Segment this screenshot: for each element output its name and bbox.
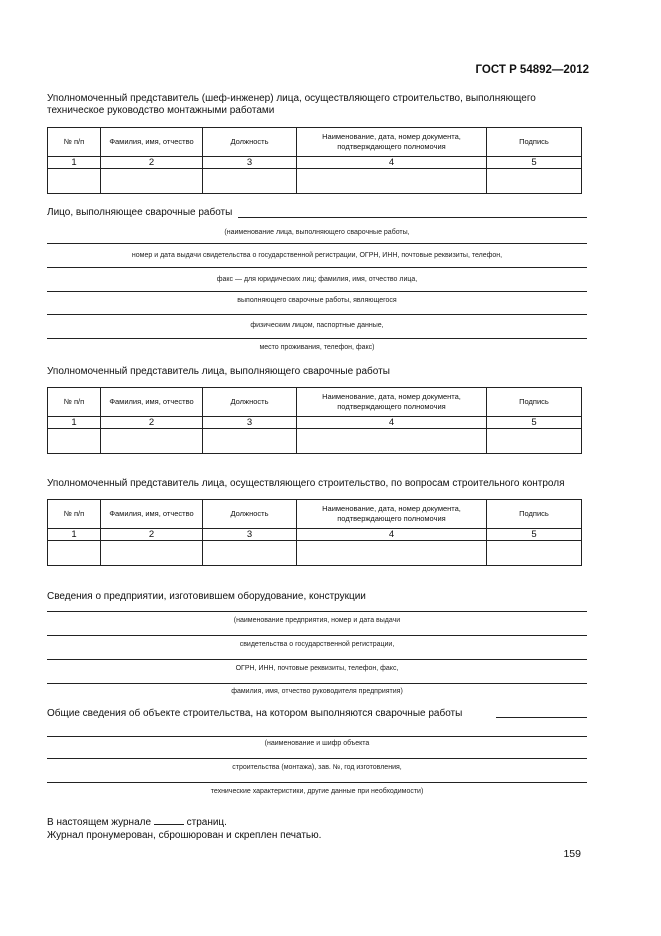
empty-cell bbox=[487, 541, 582, 566]
manufacturer-label: Сведения о предприятии, изготовившем оборудование, конструкции bbox=[47, 591, 366, 602]
welder-label: Лицо, выполняющее сварочные работы bbox=[47, 207, 233, 218]
table-header-row bbox=[48, 500, 582, 529]
welder-caption: (наименование лица, выполняющего сварочные работы, bbox=[224, 229, 410, 236]
col-number-header: № п/п bbox=[48, 388, 101, 417]
journal-note: Журнал пронумерован, сброшюрован и скреплен печатью. bbox=[47, 830, 322, 841]
table-column-numbers-row bbox=[48, 529, 582, 541]
table-empty-row bbox=[48, 541, 582, 566]
col-document-header: Наименование, дата, номер документа, подтверждающего полномочия bbox=[297, 128, 487, 157]
fill-line bbox=[47, 635, 587, 636]
empty-cell bbox=[101, 169, 203, 194]
fill-line bbox=[47, 736, 587, 737]
fill-line bbox=[47, 291, 587, 292]
manufacturer-caption: ОГРН, ИНН, почтовые реквизиты, телефон, факс, bbox=[235, 665, 399, 672]
table-column-numbers-row bbox=[48, 157, 582, 169]
fill-line bbox=[47, 758, 587, 759]
col-index: 1 bbox=[48, 157, 101, 169]
empty-cell bbox=[297, 429, 487, 454]
page-number: 159 bbox=[563, 848, 581, 860]
empty-cell bbox=[203, 169, 297, 194]
table-construction-control-representative bbox=[47, 499, 582, 566]
fill-line bbox=[47, 683, 587, 684]
col-signature-header: Подпись bbox=[487, 388, 582, 417]
fill-line bbox=[47, 314, 587, 315]
col-name-header: Фамилия, имя, отчество bbox=[101, 388, 203, 417]
manufacturer-caption: фамилия, имя, отчество руководителя предприятия) bbox=[231, 688, 403, 695]
col-index: 1 bbox=[48, 417, 101, 429]
fill-line bbox=[47, 243, 587, 244]
col-position-header: Должность bbox=[203, 128, 297, 157]
col-index: 3 bbox=[203, 157, 297, 169]
manufacturer-caption: (наименование предприятия, номер и дата выдачи bbox=[233, 617, 401, 624]
fill-line bbox=[47, 338, 587, 339]
object-label: Общие сведения об объекте строительства, на котором выполняются сварочные работы bbox=[47, 708, 463, 719]
col-index: 5 bbox=[487, 529, 582, 541]
manufacturer-caption: свидетельства о государственной регистрации, bbox=[239, 641, 395, 648]
col-position-header: Должность bbox=[203, 388, 297, 417]
welder-caption: физическим лицом, паспортные данные, bbox=[250, 322, 384, 329]
col-signature-header: Подпись bbox=[487, 500, 582, 529]
pages-suffix: страниц. bbox=[186, 817, 227, 828]
col-document-header: Наименование, дата, номер документа, подтверждающего полномочия bbox=[297, 388, 487, 417]
col-index: 3 bbox=[203, 417, 297, 429]
object-caption: строительства (монтажа), зав. №, год изготовления, bbox=[232, 764, 402, 771]
col-index: 2 bbox=[101, 529, 203, 541]
empty-cell bbox=[487, 429, 582, 454]
empty-cell bbox=[48, 541, 101, 566]
col-name-header: Фамилия, имя, отчество bbox=[101, 500, 203, 529]
col-position-header: Должность bbox=[203, 500, 297, 529]
table-empty-row bbox=[48, 429, 582, 454]
empty-cell bbox=[101, 541, 203, 566]
fill-line bbox=[238, 217, 587, 218]
pages-prefix: В настоящем журнале bbox=[47, 817, 152, 828]
empty-cell bbox=[203, 541, 297, 566]
fill-line bbox=[47, 659, 587, 660]
welder-caption: номер и дата выдачи свидетельства о государственной регистрации, ОГРН, ИНН, почтовые реквизиты, телефон, bbox=[131, 252, 503, 259]
pages-blank bbox=[154, 815, 184, 825]
pages-count-line bbox=[47, 815, 227, 828]
empty-cell bbox=[203, 429, 297, 454]
empty-cell bbox=[48, 169, 101, 194]
section3-title: Уполномоченный представитель лица, осуществляющего строительство, по вопросам строительного контроля bbox=[47, 478, 565, 489]
empty-cell bbox=[297, 169, 487, 194]
object-caption: (наименование и шифр объекта bbox=[264, 740, 370, 747]
col-number-header: № п/п bbox=[48, 128, 101, 157]
table-shef-engineer bbox=[47, 127, 582, 194]
col-index: 3 bbox=[203, 529, 297, 541]
object-caption: технические характеристики, другие данные при необходимости) bbox=[210, 788, 424, 795]
table-header-row bbox=[48, 388, 582, 417]
col-signature-header: Подпись bbox=[487, 128, 582, 157]
table-welder-representative bbox=[47, 387, 582, 454]
fill-line bbox=[47, 267, 587, 268]
col-index: 4 bbox=[297, 417, 487, 429]
section2-title: Уполномоченный представитель лица, выполняющего сварочные работы bbox=[47, 366, 390, 377]
welder-caption: место проживания, телефон, факс) bbox=[259, 344, 375, 351]
welder-caption: выполняющего сварочные работы, являющегося bbox=[237, 297, 397, 304]
fill-line bbox=[496, 717, 587, 718]
col-index: 2 bbox=[101, 157, 203, 169]
empty-cell bbox=[48, 429, 101, 454]
section1-title: Уполномоченный представитель (шеф-инженер) лица, осуществляющего строительство, выполняющего техническое руководство монтажными работами bbox=[47, 93, 536, 116]
table-header-row bbox=[48, 128, 582, 157]
fill-line bbox=[47, 782, 587, 783]
col-index: 4 bbox=[297, 157, 487, 169]
col-number-header: № п/п bbox=[48, 500, 101, 529]
col-index: 1 bbox=[48, 529, 101, 541]
fill-line bbox=[47, 611, 587, 612]
empty-cell bbox=[297, 541, 487, 566]
empty-cell bbox=[487, 169, 582, 194]
table-empty-row bbox=[48, 169, 582, 194]
col-index: 2 bbox=[101, 417, 203, 429]
table-column-numbers-row bbox=[48, 417, 582, 429]
col-index: 4 bbox=[297, 529, 487, 541]
col-name-header: Фамилия, имя, отчество bbox=[101, 128, 203, 157]
welder-caption: факс — для юридических лиц; фамилия, имя, отчество лица, bbox=[216, 276, 418, 283]
empty-cell bbox=[101, 429, 203, 454]
col-index: 5 bbox=[487, 417, 582, 429]
col-index: 5 bbox=[487, 157, 582, 169]
standard-number: ГОСТ Р 54892—2012 bbox=[475, 64, 589, 76]
col-document-header: Наименование, дата, номер документа, подтверждающего полномочия bbox=[297, 500, 487, 529]
